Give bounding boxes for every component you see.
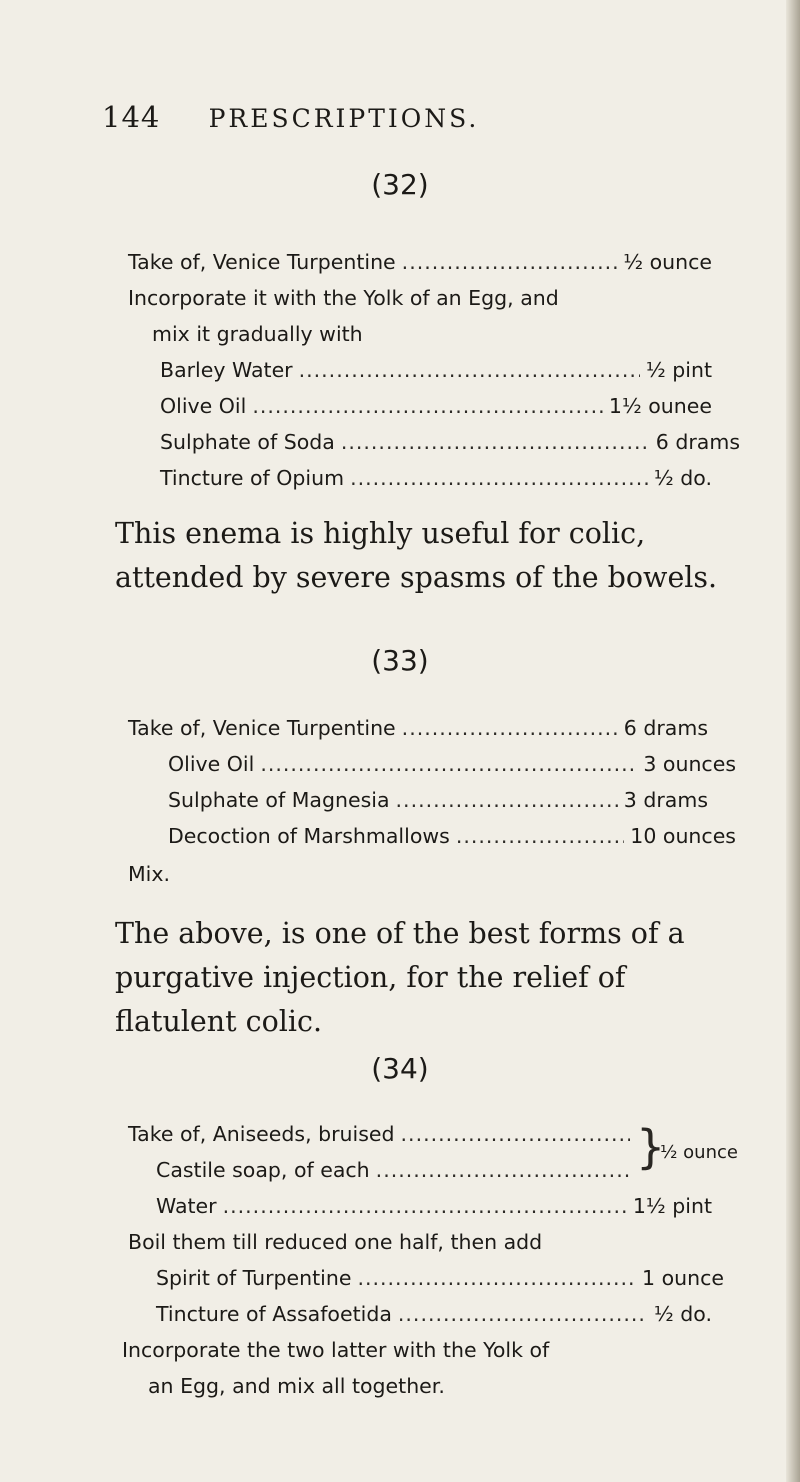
ingredient-label: Sulphate of Magnesia (168, 788, 390, 812)
ingredient-label: Castile soap, of each (156, 1158, 370, 1182)
ingredient-amount: 1½ ounee (608, 394, 712, 418)
recipe-32-instruction-1: Incorporate it with the Yolk of an Egg, and (128, 286, 559, 310)
recipe-32-line-sulphate-of-soda (160, 430, 740, 454)
ingredient-amount: ½ ounce (623, 250, 712, 274)
recipe-34-closing-2: an Egg, and mix all together. (148, 1374, 445, 1398)
ingredient-label: Take of, Venice Turpentine (128, 250, 396, 274)
recipe-32-line-olive-oil (160, 394, 712, 418)
page-number: 144 (102, 100, 161, 134)
ingredient-amount: 3 drams (623, 788, 708, 812)
ingredient-label: Spirit of Turpentine (156, 1266, 352, 1290)
ingredient-amount: ½ do. (653, 1302, 712, 1326)
recipe-34-heading: (34) (371, 1052, 429, 1085)
leader-dots (341, 430, 650, 454)
leader-dots (357, 1266, 636, 1290)
recipe-32-heading: (32) (371, 168, 429, 201)
ingredient-amount: 6 drams (655, 430, 740, 454)
recipe-33-line-venice-turpentine (128, 716, 708, 740)
recipe-32-instruction-2: mix it gradually with (152, 322, 363, 346)
ingredient-amount: 6 drams (623, 716, 708, 740)
ingredient-label: Olive Oil (168, 752, 255, 776)
recipe-33-heading: (33) (371, 644, 429, 677)
recipe-34-brace-amount: ½ ounce (660, 1142, 738, 1163)
recipe-33-line-olive-oil (168, 752, 736, 776)
leader-dots (396, 788, 618, 812)
recipe-34-instruction-1: Boil them till reduced one half, then add (128, 1230, 543, 1254)
leader-dots (401, 1122, 630, 1146)
recipe-34-closing-1: Incorporate the two latter with the Yolk of (122, 1338, 550, 1362)
leader-dots (260, 752, 637, 776)
ingredient-amount: 10 ounces (630, 824, 736, 848)
leader-dots (299, 358, 640, 382)
leader-dots (402, 716, 618, 740)
page-edge-shadow (786, 0, 800, 1482)
recipe-34-line-tincture-of-assafoetida (156, 1302, 712, 1326)
ingredient-amount: ½ do. (653, 466, 712, 490)
ingredient-amount: 1½ pint (632, 1194, 712, 1218)
leader-dots (252, 394, 602, 418)
recipe-32-paragraph: This enema is highly useful for colic, attended by severe spasms of the bowels. (115, 517, 718, 594)
recipe-33-mix: Mix. (128, 862, 171, 886)
ingredient-label: Take of, Aniseeds, bruised (128, 1122, 395, 1146)
ingredient-label: Tincture of Assafoetida (156, 1302, 392, 1326)
leader-dots (456, 824, 624, 848)
recipe-32-line-barley-water (160, 358, 712, 382)
leader-dots (376, 1158, 630, 1182)
recipe-32-line-venice-turpentine (128, 250, 712, 274)
ingredient-label: Tincture of Opium (160, 466, 345, 490)
page-header (102, 100, 479, 134)
ingredient-label: Barley Water (160, 358, 293, 382)
recipe-34-line-spirit-of-turpentine (156, 1266, 724, 1290)
ingredient-label: Olive Oil (160, 394, 247, 418)
leader-dots (402, 250, 618, 274)
recipe-33-paragraph: The above, is one of the best forms of a purgative injection, for the relief of flatulent colic. (115, 917, 685, 1038)
recipe-33-line-decoction-of-marshmallows (168, 824, 736, 848)
ingredient-label: Decoction of Marshmallows (168, 824, 450, 848)
recipe-34-line-castile-soap (156, 1158, 636, 1182)
ingredient-amount: 3 ounces (643, 752, 736, 776)
ingredient-label: Sulphate of Soda (160, 430, 335, 454)
recipe-34-line-aniseeds (128, 1122, 636, 1146)
ingredient-amount: ½ pint (645, 358, 712, 382)
ingredient-label: Take of, Venice Turpentine (128, 716, 396, 740)
leader-dots (398, 1302, 648, 1326)
recipe-32-line-tincture-of-opium (160, 466, 712, 490)
ingredient-label: Water (156, 1194, 217, 1218)
recipe-33-line-sulphate-of-magnesia (168, 788, 708, 812)
recipe-34-line-water (156, 1194, 712, 1218)
curly-brace-icon: } (636, 1120, 666, 1174)
ingredient-amount: 1 ounce (642, 1266, 724, 1290)
leader-dots (223, 1194, 627, 1218)
running-title: PRESCRIPTIONS. (208, 104, 480, 133)
leader-dots (350, 466, 648, 490)
